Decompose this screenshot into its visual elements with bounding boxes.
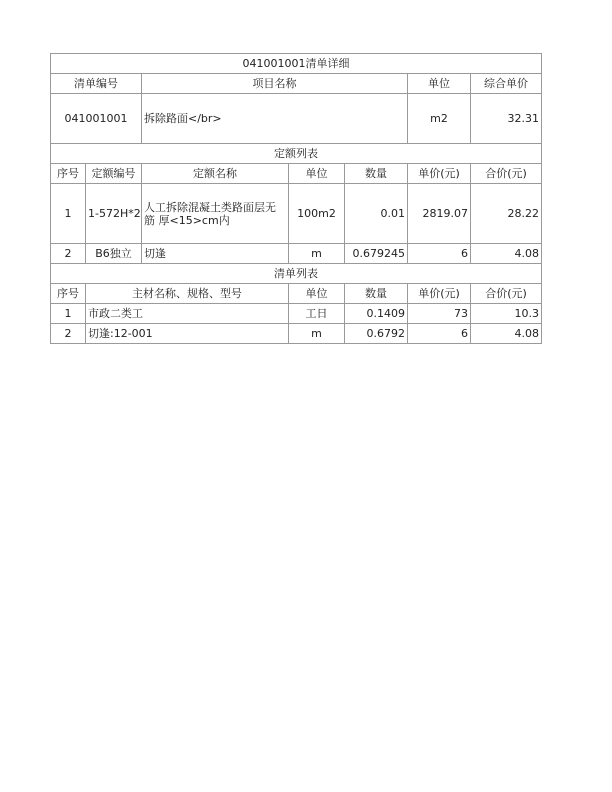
material-section-row	[51, 264, 542, 284]
quota-seq: 1	[51, 184, 86, 244]
material-name: 市政二类工	[86, 304, 289, 324]
material-name: 切逢:12-001	[86, 324, 289, 344]
bill-code: 041001001	[51, 94, 142, 144]
material-qty-header: 数量	[345, 284, 408, 304]
table-row	[51, 324, 542, 344]
quota-qty: 0.01	[345, 184, 408, 244]
quota-code-header: 定额编号	[86, 164, 142, 184]
bill-name: 拆除路面</br>	[142, 94, 408, 144]
bill-unit-header: 单位	[408, 74, 471, 94]
sheet-title: 041001001清单详细	[51, 54, 542, 74]
title-row	[51, 54, 542, 74]
quota-code: 1-572H*2	[86, 184, 142, 244]
material-name-header: 主材名称、规格、型号	[86, 284, 289, 304]
material-unit: m	[289, 324, 345, 344]
bill-name-header: 项目名称	[142, 74, 408, 94]
material-seq-header: 序号	[51, 284, 86, 304]
material-total: 10.3	[471, 304, 542, 324]
material-seq: 2	[51, 324, 86, 344]
bill-row	[51, 94, 542, 144]
bill-detail-table	[50, 53, 542, 344]
bill-price-header: 综合单价	[471, 74, 542, 94]
quota-section-row	[51, 144, 542, 164]
quota-name: 切逢	[142, 244, 289, 264]
material-unit-price: 73	[408, 304, 471, 324]
quota-unit-header: 单位	[289, 164, 345, 184]
material-unit-price-header: 单价(元)	[408, 284, 471, 304]
quota-header-row	[51, 164, 542, 184]
quota-unit-price: 2819.07	[408, 184, 471, 244]
quota-name: 人工拆除混凝土类路面层无筋 厚<15>cm内	[142, 184, 289, 244]
quota-section-title: 定额列表	[51, 144, 542, 164]
bill-price: 32.31	[471, 94, 542, 144]
quota-qty-header: 数量	[345, 164, 408, 184]
quota-name-header: 定额名称	[142, 164, 289, 184]
quota-unit-price-header: 单价(元)	[408, 164, 471, 184]
material-unit-price: 6	[408, 324, 471, 344]
quota-qty: 0.679245	[345, 244, 408, 264]
material-total-header: 合价(元)	[471, 284, 542, 304]
quota-code: B6独立	[86, 244, 142, 264]
bill-unit: m2	[408, 94, 471, 144]
material-unit: 工日	[289, 304, 345, 324]
quota-total-header: 合价(元)	[471, 164, 542, 184]
material-qty: 0.1409	[345, 304, 408, 324]
quota-unit: 100m2	[289, 184, 345, 244]
table-row	[51, 244, 542, 264]
material-seq: 1	[51, 304, 86, 324]
quota-total: 4.08	[471, 244, 542, 264]
table-row	[51, 184, 542, 244]
quota-seq-header: 序号	[51, 164, 86, 184]
bill-header-row	[51, 74, 542, 94]
quota-seq: 2	[51, 244, 86, 264]
table-row	[51, 304, 542, 324]
material-section-title: 清单列表	[51, 264, 542, 284]
material-unit-header: 单位	[289, 284, 345, 304]
quota-unit: m	[289, 244, 345, 264]
material-header-row	[51, 284, 542, 304]
bill-code-header: 清单编号	[51, 74, 142, 94]
material-total: 4.08	[471, 324, 542, 344]
material-qty: 0.6792	[345, 324, 408, 344]
quota-total: 28.22	[471, 184, 542, 244]
quota-unit-price: 6	[408, 244, 471, 264]
